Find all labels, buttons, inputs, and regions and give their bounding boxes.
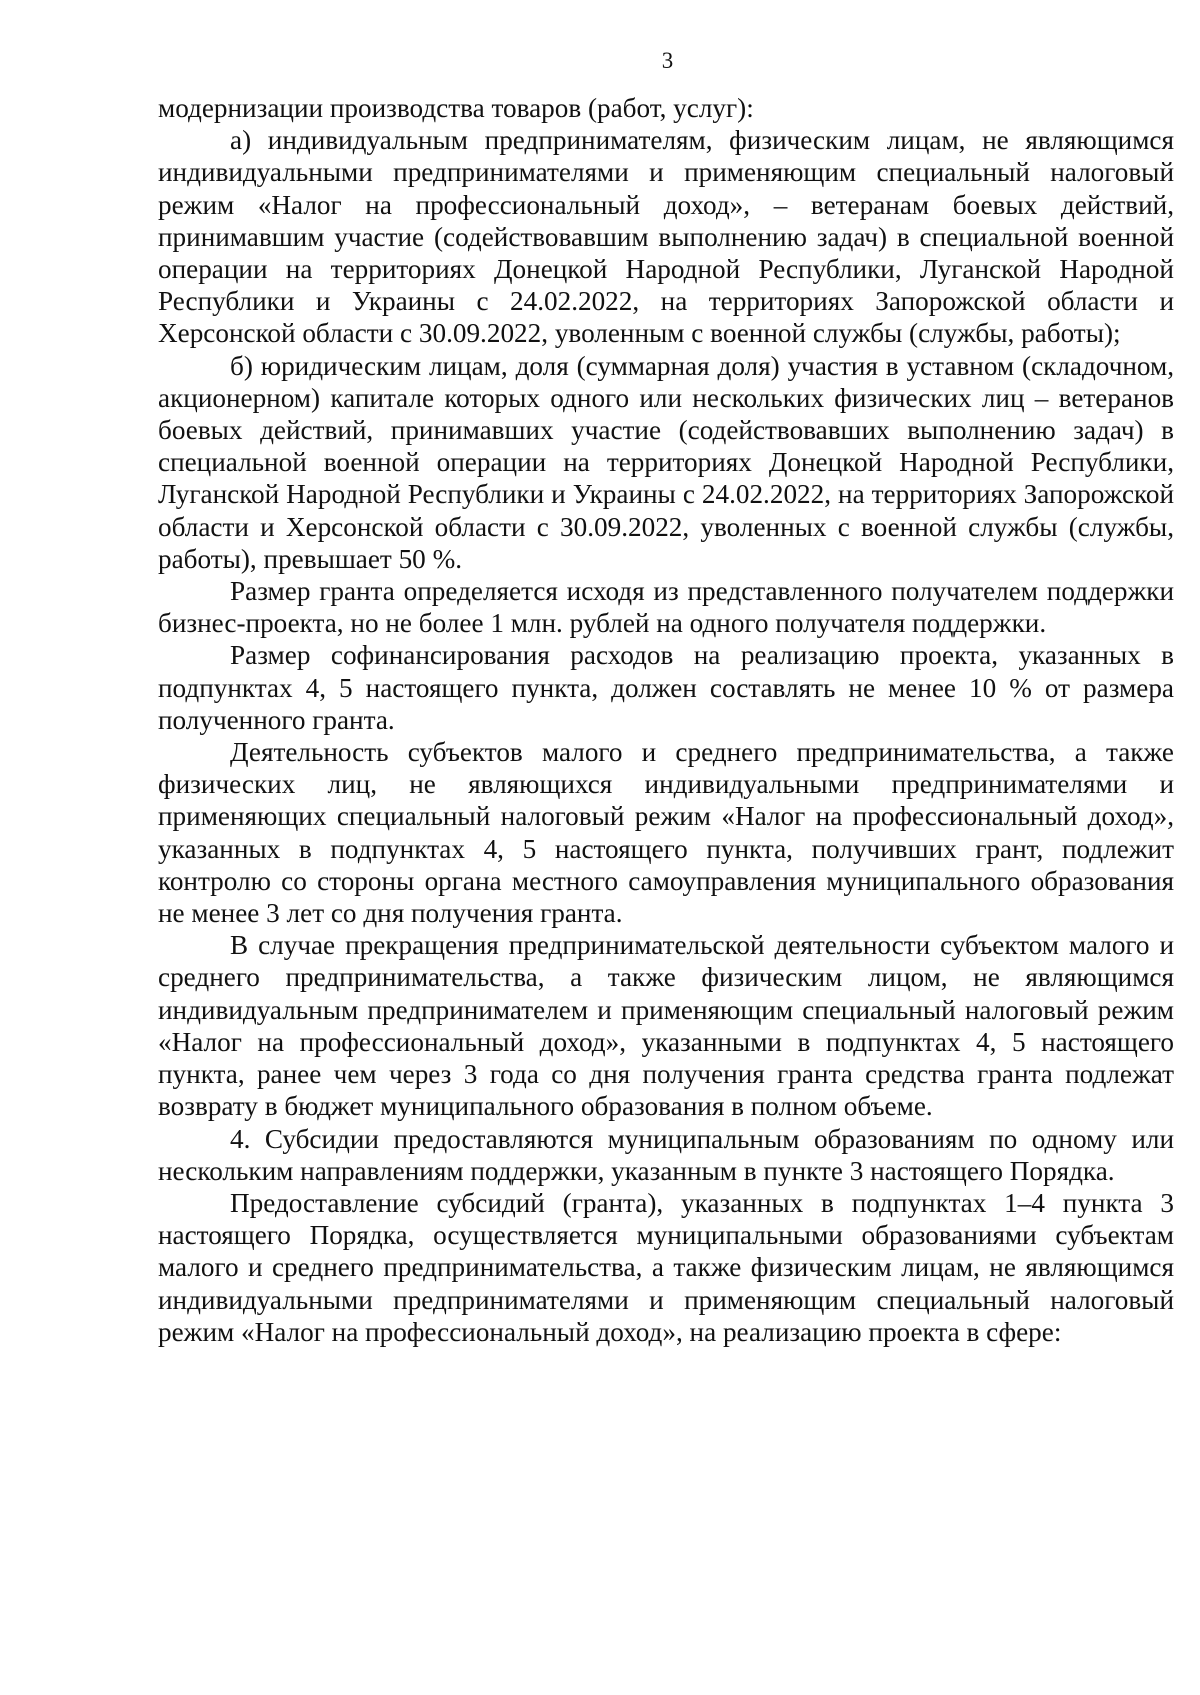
paragraph-continuation: модернизации производства товаров (работ, услуг): (158, 93, 754, 123)
paragraph-grant-size: Размер гранта определяется исходя из представленного получателем поддержки бизнес-проекта, но не более 1 млн. рублей на одного получателя поддержки. (158, 576, 1174, 639)
paragraph-subitem-b: б) юридическим лицам, доля (суммарная доля) участия в уставном (складочном, акционерном) капитале которых одного или нескольких физических лиц – ветеранов боевых действий, принимавших участие (содействовавших выполнению задач) в специальной военной операции на территориях Донецкой Народной Республики, Луганской Народной Республики и Украины с 24.02.2022, на территориях Запорожской области и Херсонской области с 30.09.2022, уволенных с военной службы (службы, работы), превышает 50 %. (158, 350, 1174, 574)
paragraph-item-4: 4. Субсидии предоставляются муниципальным образованиям по одному или нескольким направлениям поддержки, указанным в пункте 3 настоящего Порядка. (158, 1123, 1174, 1186)
paragraph-cofinancing: Размер софинансирования расходов на реализацию проекта, указанных в подпунктах 4, 5 настоящего пункта, должен составлять не менее 10 % от размера полученного гранта. (158, 640, 1174, 735)
paragraph-activity-control: Деятельность субъектов малого и среднего предпринимательства, а также физических лиц, не являющихся индивидуальными предпринимателями и применяющих специальный налоговый режим «Налог на профессиональный доход», указанных в подпунктах 4, 5 настоящего пункта, получивших грант, подлежит контролю со стороны органа местного самоуправления муниципального образования не менее 3 лет со дня получения гранта. (158, 737, 1174, 929)
paragraph-grant-return: В случае прекращения предпринимательской деятельности субъектом малого и среднего предпринимательства, а также физическим лицом, не являющимся индивидуальным предпринимателем и применяющим специальный налоговый режим «Налог на профессиональный доход», указанными в подпунктах 4, 5 настоящего пункта, ранее чем через 3 года со дня получения гранта средства гранта подлежат возврату в бюджет муниципального образования в полном объеме. (158, 930, 1174, 1122)
document-body (158, 92, 1174, 1348)
page-number: 3 (661, 48, 674, 73)
paragraph-subitem-a: а) индивидуальным предпринимателям, физическим лицам, не являющимся индивидуальными предпринимателями и применяющим специальный налоговый режим «Налог на профессиональный доход», – ветеранам боевых действий, принимавшим участие (содействовавшим выполнению задач) в специальной военной операции на территориях Донецкой Народной Республики, Луганской Народной Республики и Украины с 24.02.2022, на территориях Запорожской области и Херсонской области с 30.09.2022, уволенным с военной службы (службы, работы); (158, 125, 1174, 349)
paragraph-subsidy-provision: Предоставление субсидий (гранта), указанных в подпунктах 1–4 пункта 3 настоящего Порядка, осуществляется муниципальными образованиями субъектам малого и среднего предпринимательства, а также физическим лицам, не являющимся индивидуальными предпринимателями и применяющим специальный налоговый режим «Налог на профессиональный доход», на реализацию проекта в сфере: (158, 1187, 1174, 1347)
